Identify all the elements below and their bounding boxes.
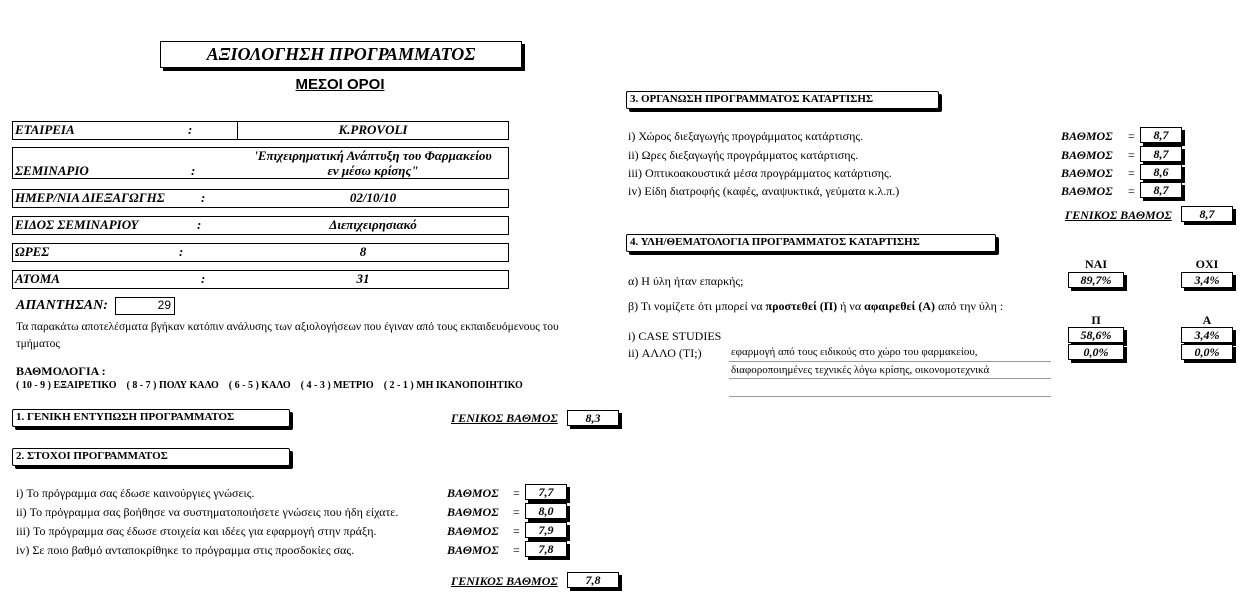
section2-item-3-label: iii) Το πρόγραμμα σας έδωσε στοιχεία και ιδέες για εφαρμογή στην πράξη.	[16, 524, 377, 538]
company-value: K.PROVOLI	[237, 121, 509, 140]
hours-value: 8	[359, 244, 367, 259]
other-a-value: 0,0%	[1181, 344, 1233, 360]
type-label: ΕΙΔΟΣ ΣΕΜΙΝΑΡΙΟΥ	[15, 217, 139, 232]
section2-item-1-label: i) Το πρόγραμμα σας έδωσε καινούργιες γνώσεις.	[16, 486, 255, 500]
equals-sign: =	[513, 486, 520, 500]
colon: :	[188, 122, 193, 137]
date-label: ΗΜΕΡ/ΝΙΑ ΔΙΕΞΑΓΩΓΗΣ	[15, 190, 165, 205]
question-b-mid: ή να	[837, 299, 865, 313]
grade-label: ΒΑΘΜΟΣ	[447, 543, 499, 557]
section3-item-4-value: 8,7	[1140, 182, 1182, 198]
scale-title: ΒΑΘΜΟΛΟΓΙΑ :	[16, 364, 106, 378]
people-box	[12, 270, 509, 289]
section2-item-2-label: ii) Το πρόγραμμα σας βοήθησε να συστηματοποιήσετε γνώσεις που ήδη είχατε.	[16, 505, 399, 519]
question-b-post: από την ύλη :	[935, 299, 1004, 313]
other-text-line2: διαφοροποιημένες τεχνικές λόγω κρίσης, οικονομοτεχνικά	[731, 364, 990, 376]
other-underline-3	[729, 396, 1051, 397]
section3-item-1-value: 8,7	[1140, 127, 1182, 143]
section1-overall-label: ΓΕΝΙΚΟΣ ΒΑΘΜΟΣ	[451, 411, 558, 425]
equals-sign: =	[513, 543, 520, 557]
note-line2: τμήματος	[16, 338, 60, 350]
people-value: 31	[356, 271, 370, 286]
hours-box	[12, 243, 509, 262]
page-title: ΑΞΙΟΛΟΓΗΣΗ ΠΡΟΓΡΑΜΜΑΤΟΣ	[160, 41, 522, 68]
question-b-add: προστεθεί (Π)	[765, 299, 838, 313]
section4-title: 4. ΥΛΗ/ΘΕΜΑΤΟΛΟΓΙΑ ΠΡΟΓΡΑΜΜΑΤΟΣ ΚΑΤΑΡΤΙΣΗΣ	[626, 234, 996, 252]
section2-overall-label: ΓΕΝΙΚΟΣ ΒΑΘΜΟΣ	[451, 574, 558, 588]
section3-overall-label: ΓΕΝΙΚΟΣ ΒΑΘΜΟΣ	[1065, 208, 1172, 222]
equals-sign: =	[1128, 166, 1135, 180]
grade-label: ΒΑΘΜΟΣ	[447, 486, 499, 500]
other-underline-1	[729, 361, 1051, 362]
people-label: ΑΤΟΜΑ	[15, 271, 60, 286]
section1-overall-value: 8,3	[567, 410, 619, 426]
seminar-value-line2: εν μέσω κρίσης"	[327, 163, 419, 178]
responded-value: 29	[115, 297, 175, 315]
section2-item-1-value: 7,7	[525, 484, 567, 500]
section3-item-2-value: 8,7	[1140, 146, 1182, 162]
section2-title: 2. ΣΤΟΧΟΙ ΠΡΟΓΡΑΜΜΑΤΟΣ	[12, 448, 290, 466]
case-studies-a-value: 3,4%	[1181, 327, 1233, 343]
other-underline-2	[729, 378, 1051, 379]
colon: :	[179, 244, 184, 259]
case-studies-p-value: 58,6%	[1068, 327, 1124, 343]
p-header: Π	[1091, 313, 1101, 327]
grade-label: ΒΑΘΜΟΣ	[1061, 166, 1113, 180]
question-b-remove: αφαιρεθεί (Α)	[864, 299, 936, 313]
scale-text: ( 10 - 9 ) ΕΞΑΙΡΕΤΙΚΟ ( 8 - 7 ) ΠΟΛΥ ΚΑΛΟ ( 6 - 5 ) ΚΑΛΟ ( 4 - 3 ) ΜΕΤΡΙΟ ( 2 - 1 ) ΜΗ ΙΚΑΝΟΠΟΙΗΤΙΚΟ	[16, 380, 523, 391]
grade-label: ΒΑΘΜΟΣ	[447, 505, 499, 519]
equals-sign: =	[513, 505, 520, 519]
date-box	[12, 189, 509, 208]
section3-item-2-label: ii) Ωρες διεξαγωγής προγράμματος κατάρτισης.	[628, 148, 859, 162]
equals-sign: =	[1128, 148, 1135, 162]
other-p-value: 0,0%	[1068, 344, 1124, 360]
section3-item-3-value: 8,6	[1140, 164, 1182, 180]
type-value: Διεπιχειρησιακό	[329, 217, 417, 232]
case-studies-label: i) CASE STUDIES	[628, 329, 722, 343]
responded-label: ΑΠΑΝΤΗΣΑΝ:	[16, 298, 108, 313]
no-header: ΟΧΙ	[1195, 257, 1219, 271]
section2-item-4-label: iv) Σε ποιο βαθμό ανταποκρίθηκε το πρόγραμμα στις προσδοκίες σας.	[16, 543, 355, 557]
note-line1: Τα παρακάτω αποτελέσματα βγήκαν κατόπιν ανάλυσης των αξιολογήσεων που έγιναν από τους εκπαιδευόμενους του	[16, 321, 559, 333]
section2-item-4-value: 7,8	[525, 541, 567, 557]
question-b-label	[628, 299, 1003, 314]
colon: :	[201, 271, 206, 286]
colon: :	[201, 190, 206, 205]
section3-item-1-label: i) Χώρος διεξαγωγής προγράμματος κατάρτισης.	[628, 129, 864, 143]
equals-sign: =	[513, 524, 520, 538]
grade-label: ΒΑΘΜΟΣ	[1061, 129, 1113, 143]
section2-item-3-value: 7,9	[525, 522, 567, 538]
date-value: 02/10/10	[349, 190, 397, 205]
section2-overall-value: 7,8	[567, 572, 619, 588]
section3-item-4-label: iv) Είδη διατροφής (καφές, αναψυκτικά, γεύματα κ.λ.π.)	[628, 184, 900, 198]
section3-overall-value: 8,7	[1181, 206, 1233, 222]
type-box	[12, 216, 509, 235]
section1-title: 1. ΓΕΝΙΚΗ ΕΝΤΥΠΩΣΗ ΠΡΟΓΡΑΜΜΑΤΟΣ	[12, 409, 290, 427]
question-a-no-value: 3,4%	[1181, 272, 1233, 288]
section3-title: 3. ΟΡΓΑΝΩΣΗ ΠΡΟΓΡΑΜΜΑΤΟΣ ΚΑΤΑΡΤΙΣΗΣ	[626, 91, 939, 109]
question-a-label: α) Η ύλη ήταν επαρκής;	[628, 274, 744, 288]
question-a-yes-value: 89,7%	[1068, 272, 1124, 288]
grade-label: ΒΑΘΜΟΣ	[1061, 148, 1113, 162]
company-label: ΕΤΑΙΡΕΙΑ	[15, 122, 75, 137]
page-subtitle: ΜΕΣΟΙ ΟΡΟΙ	[295, 76, 385, 93]
equals-sign: =	[1128, 129, 1135, 143]
seminar-box	[12, 147, 509, 179]
seminar-value-line1: 'Επιχειρηματική Ανάπτυξη του Φαρμακείου	[254, 148, 492, 163]
colon: :	[197, 217, 202, 232]
question-b-pre: β) Τι νομίζετε ότι μπορεί να	[628, 299, 766, 313]
company-label-box	[12, 121, 238, 140]
other-label: ii) ΑΛΛΟ (ΤΙ;)	[628, 346, 702, 360]
colon: :	[191, 163, 196, 178]
other-text-line1: εφαρμογή από τους ειδικούς στο χώρο του φαρμακείου,	[731, 346, 978, 358]
grade-label: ΒΑΘΜΟΣ	[447, 524, 499, 538]
seminar-label: ΣΕΜΙΝΑΡΙΟ	[15, 163, 89, 178]
section3-item-3-label: iii) Οπτικοακουστικά μέσα προγράμματος κατάρτισης.	[628, 166, 892, 180]
hours-label: ΩΡΕΣ	[15, 244, 50, 259]
a-header: Α	[1202, 313, 1212, 327]
section2-item-2-value: 8,0	[525, 503, 567, 519]
grade-label: ΒΑΘΜΟΣ	[1061, 184, 1113, 198]
equals-sign: =	[1128, 184, 1135, 198]
yes-header: ΝΑΙ	[1084, 257, 1107, 271]
